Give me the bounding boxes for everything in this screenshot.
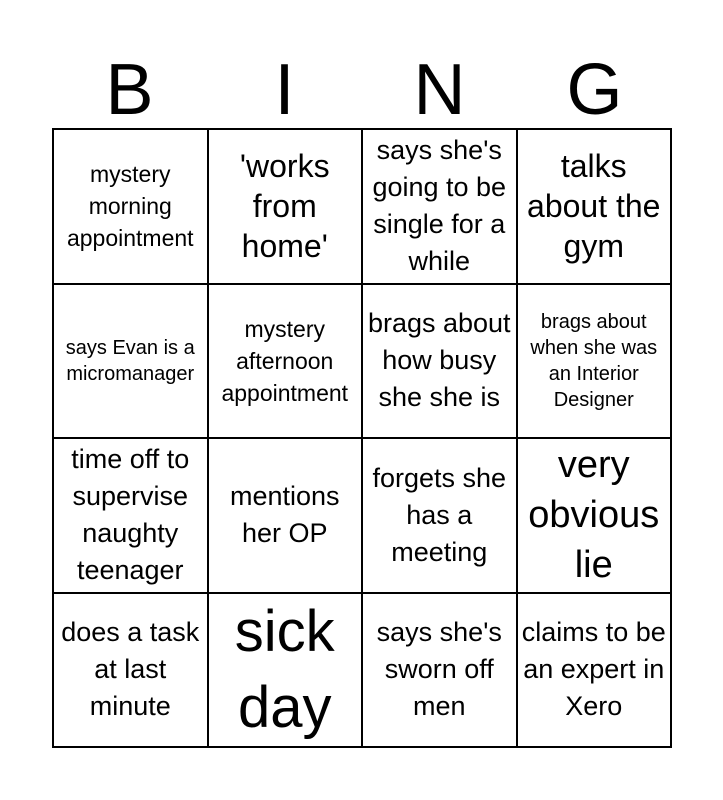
bingo-cell-r2c4[interactable]	[517, 284, 672, 439]
header-letter-b: B	[105, 50, 154, 130]
header-letter-n: N	[413, 50, 466, 130]
bingo-cell-r3c3[interactable]	[362, 438, 517, 593]
bingo-cell-r4c3[interactable]	[362, 593, 517, 748]
cell-text: says she's sworn off men	[376, 617, 502, 722]
bingo-cell-r1c2[interactable]	[208, 129, 363, 284]
bingo-cell-r3c2[interactable]	[208, 438, 363, 593]
cell-text: 'works from home'	[239, 148, 330, 265]
bingo-cell-r1c4[interactable]	[517, 129, 672, 284]
bingo-cell-r3c1[interactable]	[53, 438, 208, 593]
cell-text: mystery morning appointment	[66, 161, 194, 252]
cell-text: time off to supervise naughty teenager	[71, 444, 190, 586]
bingo-header	[52, 52, 672, 128]
bingo-grid	[52, 128, 672, 748]
cell-text: brags about when she was an Interior Designer	[530, 310, 658, 411]
cell-text: mystery afternoon appointment	[221, 315, 349, 406]
cell-text: does a task at last minute	[61, 617, 200, 722]
header-letter-i: I	[274, 50, 295, 130]
cell-text: sick day	[234, 598, 335, 740]
header-letter-g: G	[566, 50, 623, 130]
cell-text: very obvious lie	[528, 444, 660, 587]
bingo-cell-r2c1[interactable]	[53, 284, 208, 439]
bingo-cell-r3c4[interactable]	[517, 438, 672, 593]
bingo-cell-r2c2[interactable]	[208, 284, 363, 439]
bingo-cell-r2c3[interactable]	[362, 284, 517, 439]
cell-text: says Evan is a micromanager	[65, 336, 195, 385]
cell-text: forgets she has a meeting	[372, 462, 507, 567]
bingo-cell-r4c2[interactable]	[208, 593, 363, 748]
bingo-cell-r4c4[interactable]	[517, 593, 672, 748]
cell-text: claims to be an expert in Xero	[521, 617, 666, 722]
cell-text: brags about how busy she she is	[367, 308, 511, 413]
cell-text: talks about the gym	[527, 148, 661, 265]
bingo-cell-r1c3[interactable]	[362, 129, 517, 284]
cell-text: says she's going to be single for a while	[372, 135, 507, 277]
bingo-cell-r1c1[interactable]	[53, 129, 208, 284]
bingo-cell-r4c1[interactable]	[53, 593, 208, 748]
cell-text: mentions her OP	[229, 481, 340, 549]
